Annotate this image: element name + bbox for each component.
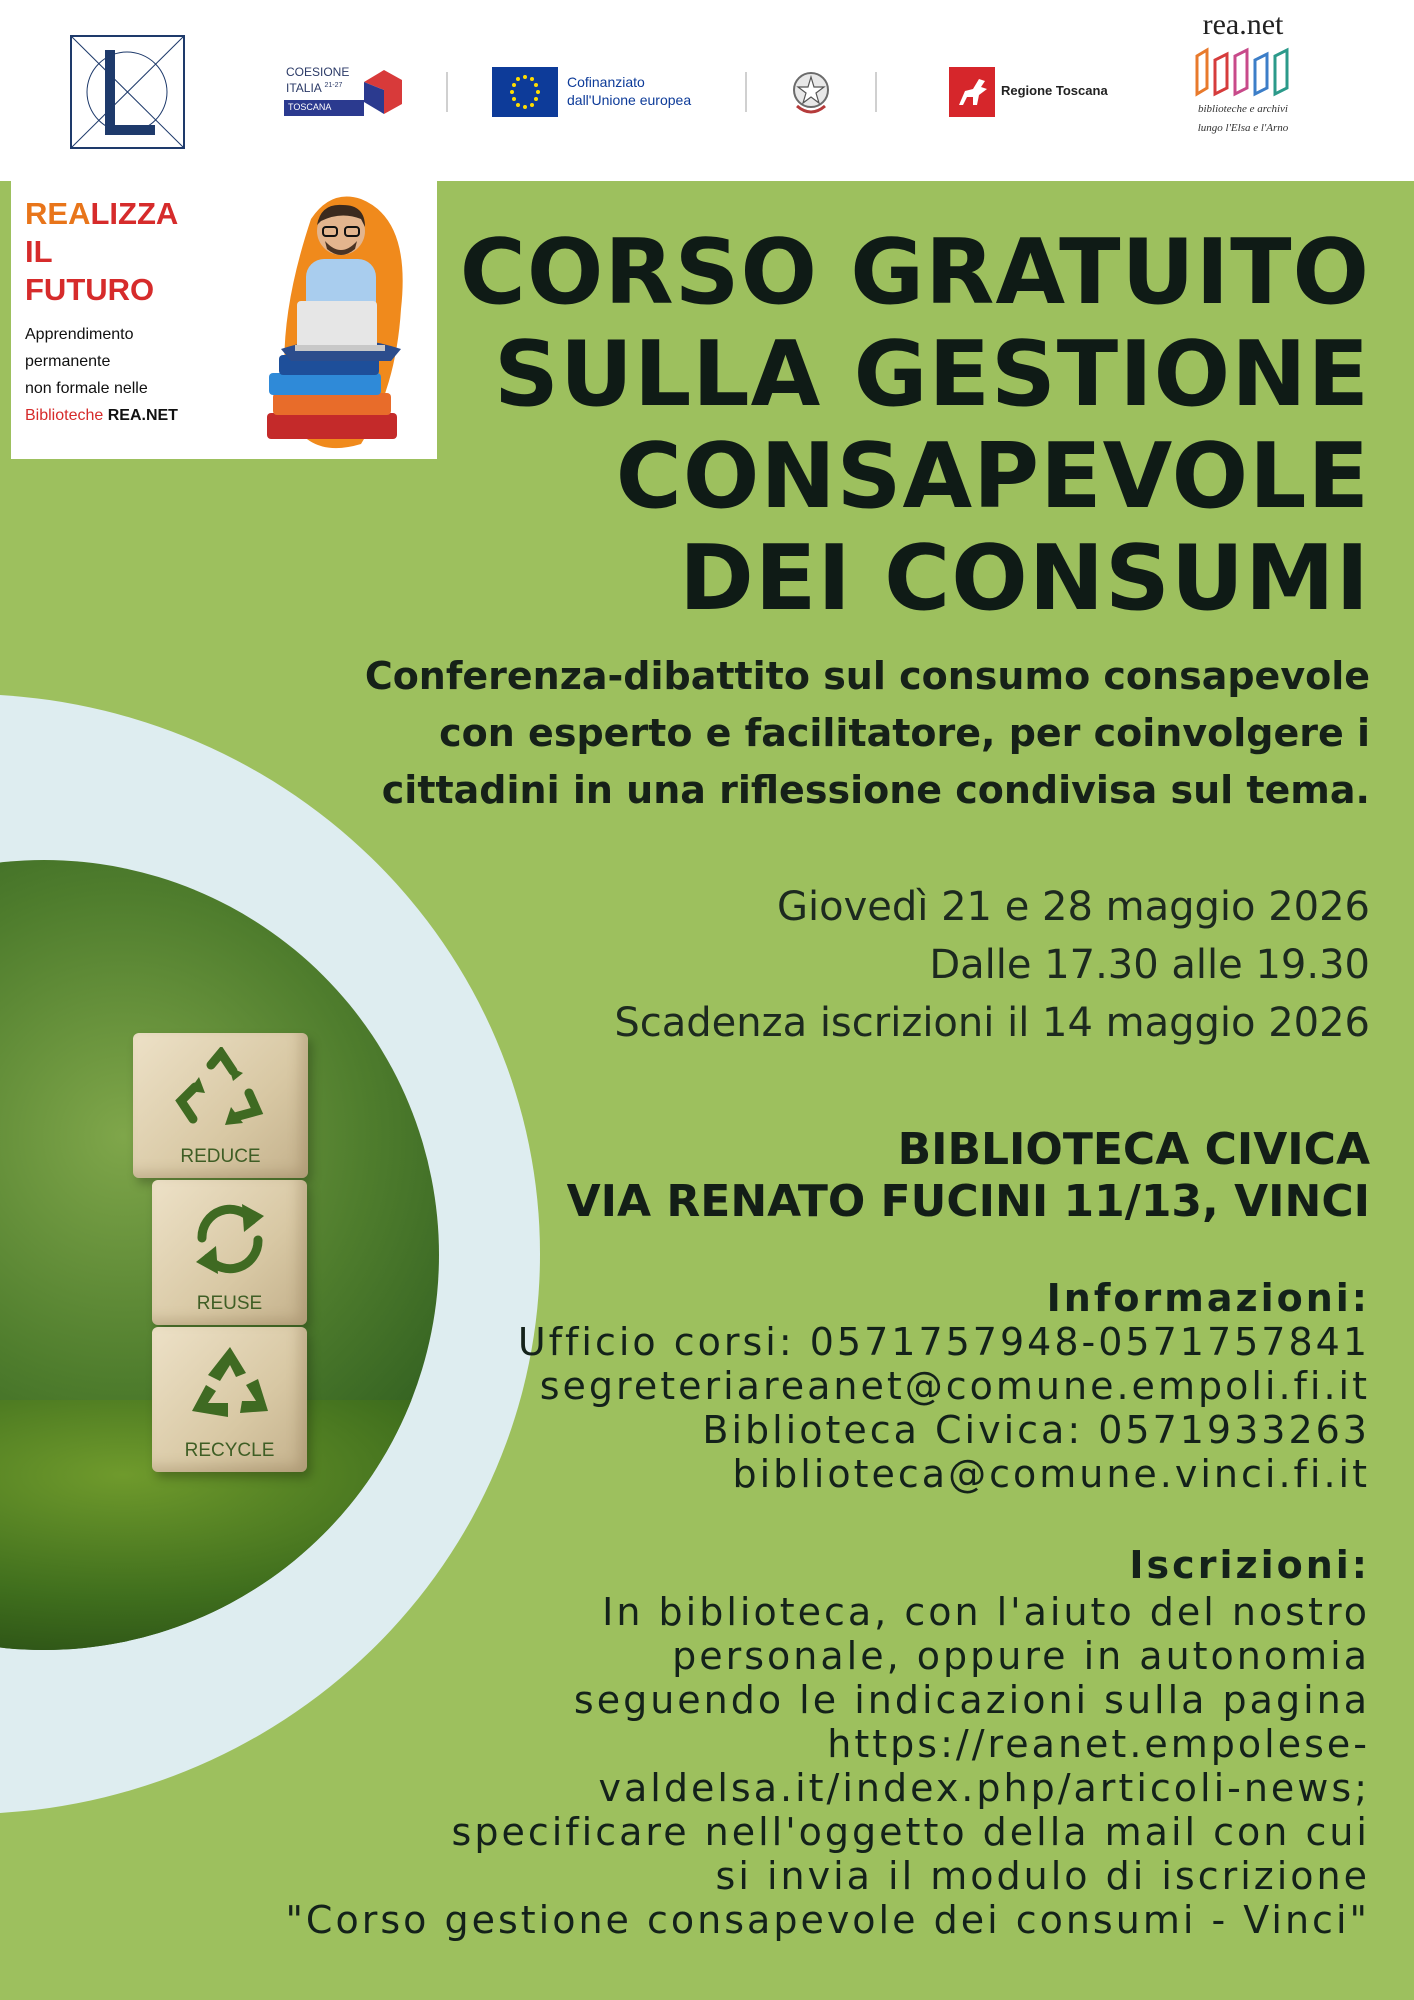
registration-heading: Iscrizioni:: [1129, 1543, 1370, 1587]
reuse-label: REUSE: [196, 1293, 263, 1314]
info-phone-office: Ufficio corsi: 0571757948-0571757841: [517, 1320, 1370, 1364]
reduce-label: REDUCE: [180, 1146, 261, 1167]
promo-title-line2: IL: [25, 234, 53, 269]
promo-line4-a: Biblioteche: [25, 407, 108, 424]
info-heading: Informazioni:: [1046, 1276, 1370, 1320]
recycle-icon: [171, 1047, 271, 1137]
headline-line: CONSAPEVOLE: [615, 424, 1370, 529]
promo-title-rea: REA: [25, 196, 91, 231]
realizza-il-futuro-box: [11, 181, 437, 459]
registration-url[interactable]: https://reanet.empolese-: [827, 1722, 1370, 1766]
man-with-laptop-illustration: [251, 189, 431, 455]
coesione-region-bar: [284, 100, 364, 116]
description-line: con esperto e facilitatore, per coinvolgere i: [439, 711, 1370, 755]
eu-cofinanced-logo: [492, 67, 732, 117]
info-contacts: [518, 1320, 1370, 1496]
italian-republic-emblem-icon: [789, 68, 833, 118]
reanet-books-icon: [1193, 46, 1293, 98]
coesione-region: TOSCANA: [288, 102, 332, 112]
course-headline: [460, 222, 1370, 630]
promo-line2: permanente: [25, 353, 111, 370]
coesione-years: 21-27: [324, 82, 343, 89]
coesione-italia-logo: [284, 64, 404, 120]
reanet-wordmark: rea.net: [1202, 8, 1284, 41]
headline-line: SULLA GESTIONE: [494, 322, 1370, 427]
coesione-line1: COESIONE: [286, 65, 350, 79]
logo-divider: [745, 72, 747, 112]
reanet-caption2: lungo l'Elsa e l'Arno: [1197, 122, 1289, 134]
coesione-cube-icon: [360, 66, 404, 116]
reanet-caption1: biblioteche e archivi: [1197, 103, 1288, 115]
eu-flag-icon: [492, 67, 558, 117]
promo-line1: Apprendimento: [25, 326, 134, 343]
library-l-logo: [70, 35, 185, 149]
info-email-library[interactable]: biblioteca@comune.vinci.fi.it: [732, 1452, 1370, 1496]
info-phone-library: Biblioteca Civica: 0571933263: [702, 1408, 1370, 1452]
course-dates: [614, 878, 1370, 1052]
reuse-cube: [152, 1180, 307, 1325]
reduce-cube: [133, 1033, 308, 1178]
regione-label: Regione Toscana: [1001, 83, 1108, 98]
registration-line: personale, oppure in autonomia: [672, 1634, 1370, 1678]
eu-line1: Cofinanziato: [567, 74, 645, 90]
dates-days: Giovedì 21 e 28 maggio 2026: [777, 884, 1370, 930]
recycle-symbol-icon: [180, 1341, 280, 1431]
promo-title-line3: FUTURO: [25, 272, 155, 307]
headline-line: CORSO GRATUITO: [459, 220, 1370, 325]
location-name: BIBLIOTECA CIVICA: [897, 1124, 1370, 1175]
recycle-cube: [152, 1327, 307, 1472]
promo-line3: non formale nelle: [25, 380, 148, 397]
registration-line: si invia il modulo di iscrizione: [715, 1854, 1370, 1898]
course-location: [567, 1124, 1370, 1228]
registration-line: seguendo le indicazioni sulla pagina: [573, 1678, 1370, 1722]
registration-line: specificare nell'oggetto della mail con cui: [451, 1810, 1370, 1854]
coesione-line2: ITALIA: [286, 81, 322, 95]
info-email-reanet[interactable]: segreteriareanet@comune.empoli.fi.it: [539, 1364, 1370, 1408]
promo-line4-b: REA.NET: [107, 407, 178, 424]
dates-hours: Dalle 17.30 alle 19.30: [929, 942, 1370, 988]
dates-deadline: Scadenza iscrizioni il 14 maggio 2026: [614, 1000, 1370, 1046]
registration-line: In biblioteca, con l'aiuto del nostro: [602, 1590, 1370, 1634]
promo-title-lizza: LIZZA: [90, 196, 179, 231]
logo-bar: [0, 0, 1414, 181]
promo-title-line1: [25, 195, 178, 233]
description-line: cittadini in una riflessione condivisa sul tema.: [381, 768, 1370, 812]
registration-text: [285, 1590, 1370, 1942]
recycle-label: RECYCLE: [184, 1440, 275, 1461]
reanet-logo: [1178, 8, 1308, 168]
logo-divider: [875, 72, 877, 112]
logo-divider: [446, 72, 448, 112]
eu-line2: dall'Unione europea: [567, 92, 692, 108]
course-description: [365, 648, 1370, 819]
location-address: VIA RENATO FUCINI 11/13, VINCI: [566, 1176, 1370, 1227]
registration-line: "Corso gestione consapevole dei consumi - Vinci": [285, 1898, 1370, 1942]
regione-toscana-logo: [949, 67, 1109, 117]
pegasus-icon: [949, 67, 995, 117]
reuse-arrows-icon: [182, 1194, 278, 1284]
headline-line: DEI CONSUMI: [679, 526, 1370, 631]
description-line: Conferenza-dibattito sul consumo consapevole: [364, 654, 1370, 698]
registration-url[interactable]: valdelsa.it/index.php/articoli-news;: [598, 1766, 1370, 1810]
